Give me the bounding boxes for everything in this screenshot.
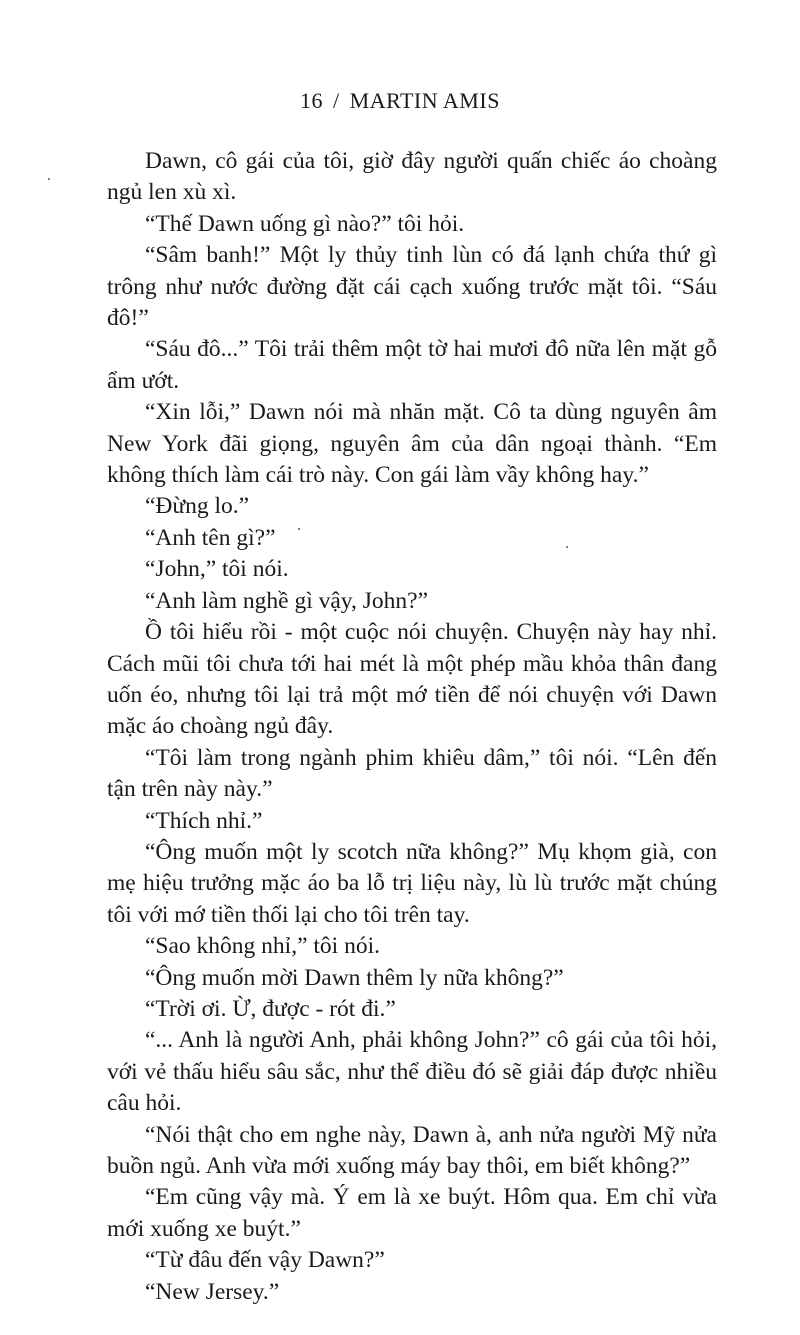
paragraph: Dawn, cô gái của tôi, giờ đây người quấn chiếc áo choàng ngủ len xù xì. — [107, 148, 717, 206]
paragraph: “Trời ơi. Ừ, được - rót đi.” — [145, 995, 396, 1022]
header-separator: / — [333, 88, 340, 113]
paragraph: “Sâm banh!” Một ly thủy tinh lùn có đá lạnh chứa thứ gì trông như nước đường đặt cái cạch xuống trước mặt tôi. “Sáu đô!” — [107, 242, 717, 332]
paragraph: “Tôi làm trong ngành phim khiêu dâm,” tôi nói. “Lên đến tận trên này này.” — [107, 744, 717, 803]
paragraph: “Thích nhỉ.” — [145, 807, 263, 834]
paragraph: “John,” tôi nói. — [145, 556, 289, 583]
paragraph: “Đừng lo.” — [145, 493, 250, 520]
paragraph: “Nói thật cho em nghe này, Dawn à, anh nửa người Mỹ nửa buồn ngủ. Anh vừa mới xuống máy bay thôi, em biết không?” — [107, 1121, 717, 1179]
paragraph: Ồ tôi hiểu rồi - một cuộc nói chuyện. Chuyện này hay nhỉ. Cách mũi tôi chưa tới hai mét là một phép mầu khỏa thân đang uốn éo, nhưng tôi lại trả một mớ tiền để nói chuyện với Dawn mặc áo choàng ngủ đây. — [107, 619, 717, 740]
paragraph: “New Jersey.” — [145, 1278, 280, 1305]
paragraph: “Ông muốn mời Dawn thêm ly nữa không?” — [145, 964, 564, 991]
paragraph: “Ông muốn một ly scotch nữa không?” Mụ khọm già, con mẹ hiệu trưởng mặc áo ba lỗ trị liệu này, lù lù trước mặt chúng tôi với mớ tiền thối lại cho tôi trên tay. — [107, 838, 717, 928]
paragraph: “Thế Dawn uống gì nào?” tôi hỏi. — [145, 210, 465, 237]
paragraph: “Xin lỗi,” Dawn nói mà nhăn mặt. Cô ta dùng nguyên âm New York đãi giọng, nguyên âm của dân ngoại thành. “Em không thích làm cái trò này. Con gái làm vầy không hay.” — [107, 399, 717, 489]
paragraph: “Từ đâu đến vậy Dawn?” — [145, 1247, 385, 1274]
paragraph: “Sao không nhỉ,” tôi nói. — [145, 933, 380, 960]
scan-speck — [566, 546, 568, 548]
scan-speck — [48, 178, 50, 180]
page-number: 16 — [300, 88, 324, 113]
running-title: MARTIN AMIS — [349, 88, 500, 113]
paragraph: “Anh làm nghề gì vậy, John?” — [145, 587, 429, 614]
paragraph: “Anh tên gì?” — [145, 524, 276, 551]
paragraph: “... Anh là người Anh, phải không John?” cô gái của tôi hỏi, với vẻ thấu hiểu sâu sắc, như thể điều đó sẽ giải đáp được nhiều câu hỏi. — [107, 1027, 717, 1117]
paragraph: “Sáu đô...” Tôi trải thêm một tờ hai mươi đô nữa lên mặt gỗ ẩm ướt. — [107, 336, 717, 394]
body-text — [107, 146, 717, 1308]
paragraph: “Em cũng vậy mà. Ý em là xe buýt. Hôm qua. Em chỉ vừa mới xuống xe buýt.” — [107, 1184, 717, 1242]
running-header — [0, 88, 800, 114]
scan-speck — [298, 528, 300, 530]
